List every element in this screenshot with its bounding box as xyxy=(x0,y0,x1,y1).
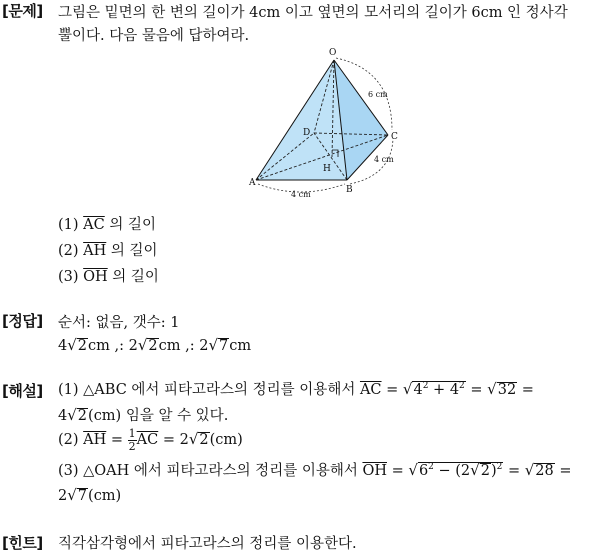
explanation-line5: 2√7(cm) xyxy=(58,486,122,504)
label-edge-oc: 6 cm xyxy=(368,90,388,99)
answer-values: 4√2cm ,: 2√2cm ,: 2√7cm xyxy=(58,336,252,354)
label-o: O xyxy=(329,48,337,58)
problem-text-line1: 그림은 밑면의 한 변의 길이가 4cm 이고 옆면의 모서리의 길이가 6cm 인 정사각 xyxy=(58,5,568,21)
hint-text: 직각삼각형에서 피타고라스의 정리를 이용한다. xyxy=(58,536,357,552)
pyramid-figure xyxy=(244,44,408,200)
segment-oh: $\overline{OH}$ xyxy=(83,269,108,285)
answer-line1: 순서: 없음, 갯수: 1 xyxy=(58,315,180,331)
question-1: (1) $\overline{AC}$ 의 길이 xyxy=(58,217,156,233)
label-side-bc: 4 cm xyxy=(374,155,394,164)
question-2: (2) $\overline{AH}$ 의 길이 xyxy=(58,243,158,259)
explanation-tag: [해설] xyxy=(2,382,43,400)
explanation-line3: (2) $\overline{AH}$ = $\frac{1}{2}$ $\overline{AC} = 2√2(cm)$ xyxy=(58,427,243,453)
explanation-line2: 4√2(cm) 임을 알 수 있다. xyxy=(58,406,229,424)
problem-tag: [문제] xyxy=(2,2,43,20)
label-d: D xyxy=(303,128,311,138)
pyramid-face-left xyxy=(256,60,347,180)
problem-text-line2: 뿔이다. 다음 물음에 답하여라. xyxy=(58,28,250,44)
label-h: H xyxy=(323,164,331,174)
label-b: B xyxy=(346,185,353,195)
explanation-line1: (1) △ABC 에서 피타고라스의 정리를 이용해서 $\overline{AC} = √4^2 + 4^2 = √32$ = xyxy=(58,380,534,398)
hint-tag: [힌트] xyxy=(2,534,43,552)
question-3: (3) $\overline{OH}$ 의 길이 xyxy=(58,269,159,285)
label-a: A xyxy=(249,178,256,188)
segment-ah: $\overline{AH}$ xyxy=(83,243,107,259)
fraction-half: $\frac{1}{2}$ xyxy=(128,427,136,453)
label-c: C xyxy=(391,132,398,142)
answer-tag: [정답] xyxy=(2,312,43,330)
label-side-ab: 4 cm xyxy=(291,190,311,199)
explanation-line4: (3) △OAH 에서 피타고라스의 정리를 이용해서 $\overline{OH} = √6^2 - (2√2)^2 = √28$ = xyxy=(58,461,572,479)
segment-ac: $\overline{AC}$ xyxy=(83,217,105,233)
